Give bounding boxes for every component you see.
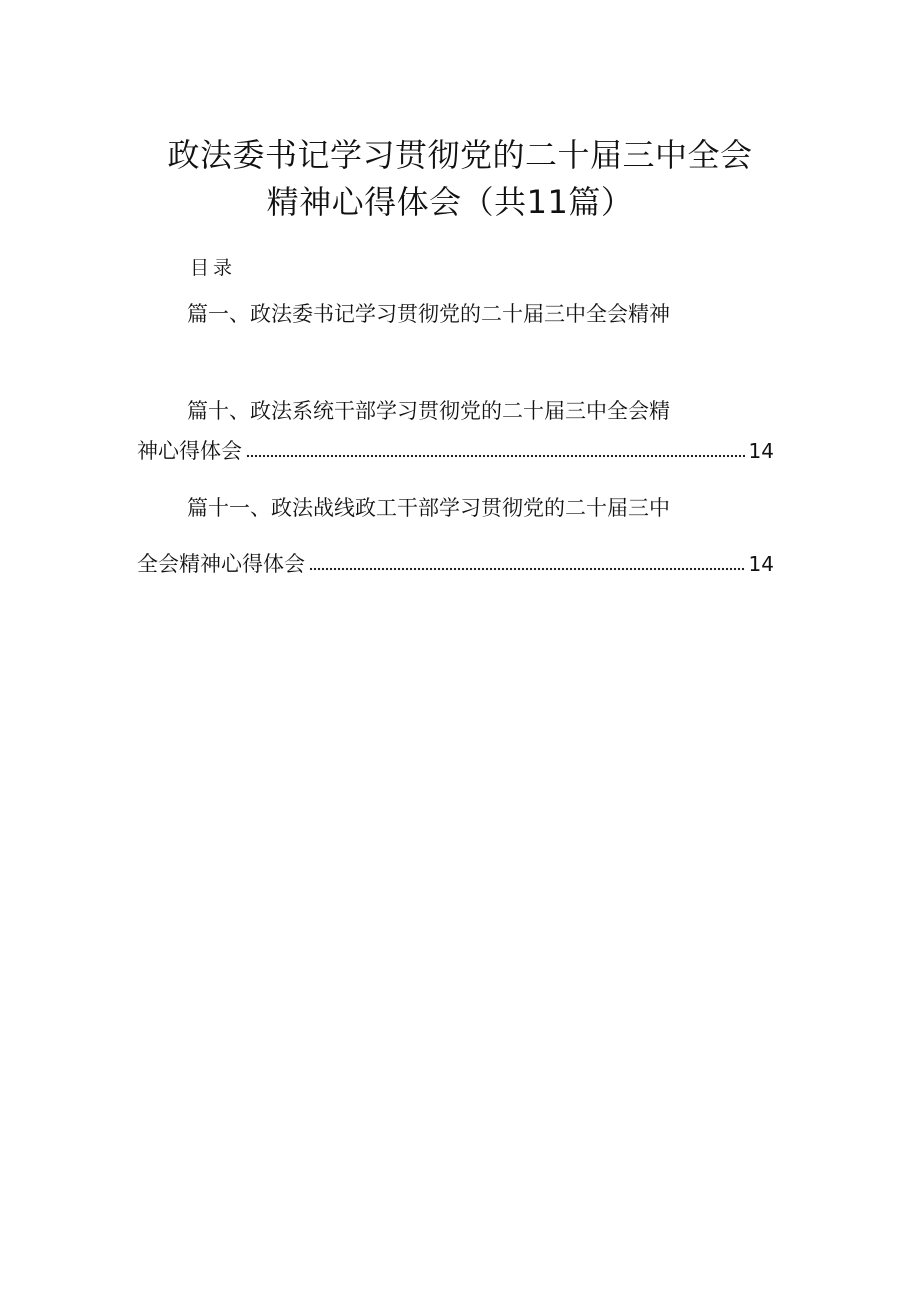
toc-entry-2-title[interactable]: 篇十、政法系统干部学习贯彻党的二十届三中全会精 [187,399,670,423]
toc-entry-2-continuation[interactable] [137,437,774,465]
toc-entry-3-title[interactable]: 篇十一、政法战线政工干部学习贯彻党的二十届三中 [187,496,670,520]
document-title-line-2: 精神心得体会（共11篇） [266,183,634,221]
toc-heading: 目录 [190,257,237,279]
toc-entry-1-title[interactable]: 篇一、政法委书记学习贯彻党的二十届三中全会精神 [187,302,670,326]
toc-leader-dots [246,452,745,460]
toc-leader-dots [309,565,745,573]
toc-entry-3-continuation[interactable] [137,550,774,578]
toc-entry-3-title-continued: 全会精神心得体会 [137,552,305,576]
toc-entry-2-title-continued: 神心得体会 [137,439,242,463]
toc-entry-2-page-number: 14 [748,439,774,463]
document-title-line-1: 政法委书记学习贯彻党的二十届三中全会 [167,136,753,174]
toc-entry-3-page-number: 14 [748,552,774,576]
